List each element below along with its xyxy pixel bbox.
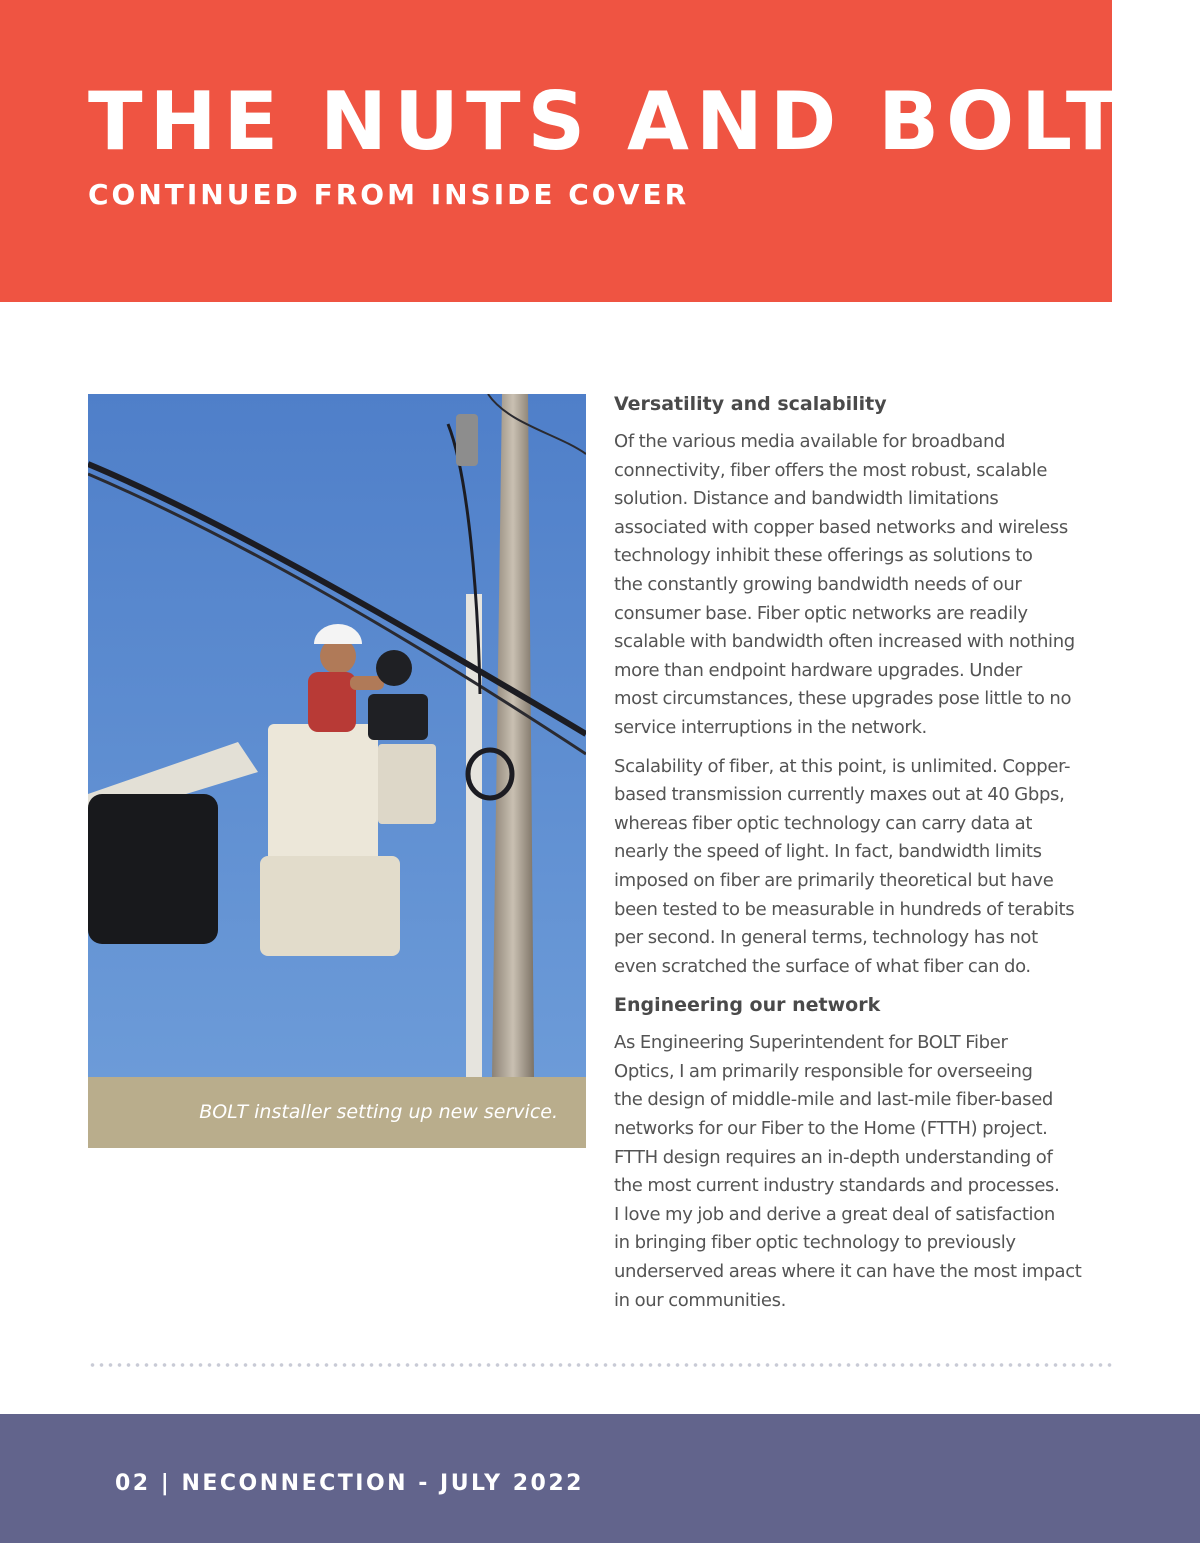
section-heading-versatility: Versatility and scalability xyxy=(614,393,887,415)
text-line: per second. In general terms, technology has not xyxy=(614,927,1038,949)
dotted-divider xyxy=(88,1362,1112,1368)
page-subtitle: CONTINUED FROM INSIDE COVER xyxy=(88,178,690,211)
text-line: service interruptions in the network. xyxy=(614,716,927,738)
text-line: solution. Distance and bandwidth limitations xyxy=(614,488,999,510)
article-body xyxy=(614,390,1114,1325)
text-line: FTTH design requires an in-depth understanding of xyxy=(614,1146,1053,1168)
installer-photo xyxy=(88,394,586,1077)
text-line: more than endpoint hardware upgrades. Under xyxy=(614,659,1022,681)
text-line: underserved areas where it can have the most impact xyxy=(614,1261,1082,1283)
text-line: consumer base. Fiber optic networks are readily xyxy=(614,602,1028,624)
text-line: Optics, I am primarily responsible for overseeing xyxy=(614,1060,1033,1082)
text-line: been tested to be measurable in hundreds of terabits xyxy=(614,898,1075,920)
text-line: I love my job and derive a great deal of satisfaction xyxy=(614,1203,1055,1225)
text-line: As Engineering Superintendent for BOLT Fiber xyxy=(614,1032,1008,1054)
text-line: Scalability of fiber, at this point, is unlimited. Copper- xyxy=(614,755,1071,777)
page-title: THE NUTS AND BOLTS xyxy=(88,75,1193,168)
text-line: technology inhibit these offerings as solutions to xyxy=(614,545,1033,567)
photo-caption: BOLT installer setting up new service. xyxy=(199,1101,558,1123)
text-line: imposed on fiber are primarily theoretical but have xyxy=(614,869,1054,891)
footer-page-label: 02 | NECONNECTION - JULY 2022 xyxy=(115,1471,584,1496)
text-line: connectivity, fiber offers the most robust, scalable xyxy=(614,459,1048,481)
section-heading-engineering: Engineering our network xyxy=(614,994,881,1017)
text-line: the constantly growing bandwidth needs of our xyxy=(614,573,1022,595)
photo-caption-box xyxy=(88,1077,586,1148)
text-line: Of the various media available for broadband xyxy=(614,431,1006,452)
paragraph-engineering xyxy=(614,1029,1114,1315)
text-line: associated with copper based networks and wireless xyxy=(614,516,1068,538)
header-band xyxy=(0,0,1193,302)
text-line: scalable with bandwidth often increased with nothing xyxy=(614,631,1075,653)
text-line: whereas fiber optic technology can carry data at xyxy=(614,812,1033,834)
text-line: even scratched the surface of what fiber can do. xyxy=(614,955,1031,977)
footer-band xyxy=(0,1414,1200,1543)
text-line: in bringing fiber optic technology to previously xyxy=(614,1232,1016,1254)
text-line: networks for our Fiber to the Home (FTTH) project. xyxy=(614,1118,1048,1140)
text-line: the design of middle-mile and last-mile fiber-based xyxy=(614,1089,1054,1111)
text-line: nearly the speed of light. In fact, bandwidth limits xyxy=(614,841,1042,863)
text-line: most circumstances, these upgrades pose little to no xyxy=(614,688,1072,710)
paragraph-scalability xyxy=(614,753,1114,982)
text-line: the most current industry standards and processes. xyxy=(614,1175,1060,1197)
text-line: based transmission currently maxes out at 40 Gbps, xyxy=(614,784,1065,806)
paragraph-fiber-robust xyxy=(614,428,1114,743)
text-line: in our communities. xyxy=(614,1289,787,1311)
